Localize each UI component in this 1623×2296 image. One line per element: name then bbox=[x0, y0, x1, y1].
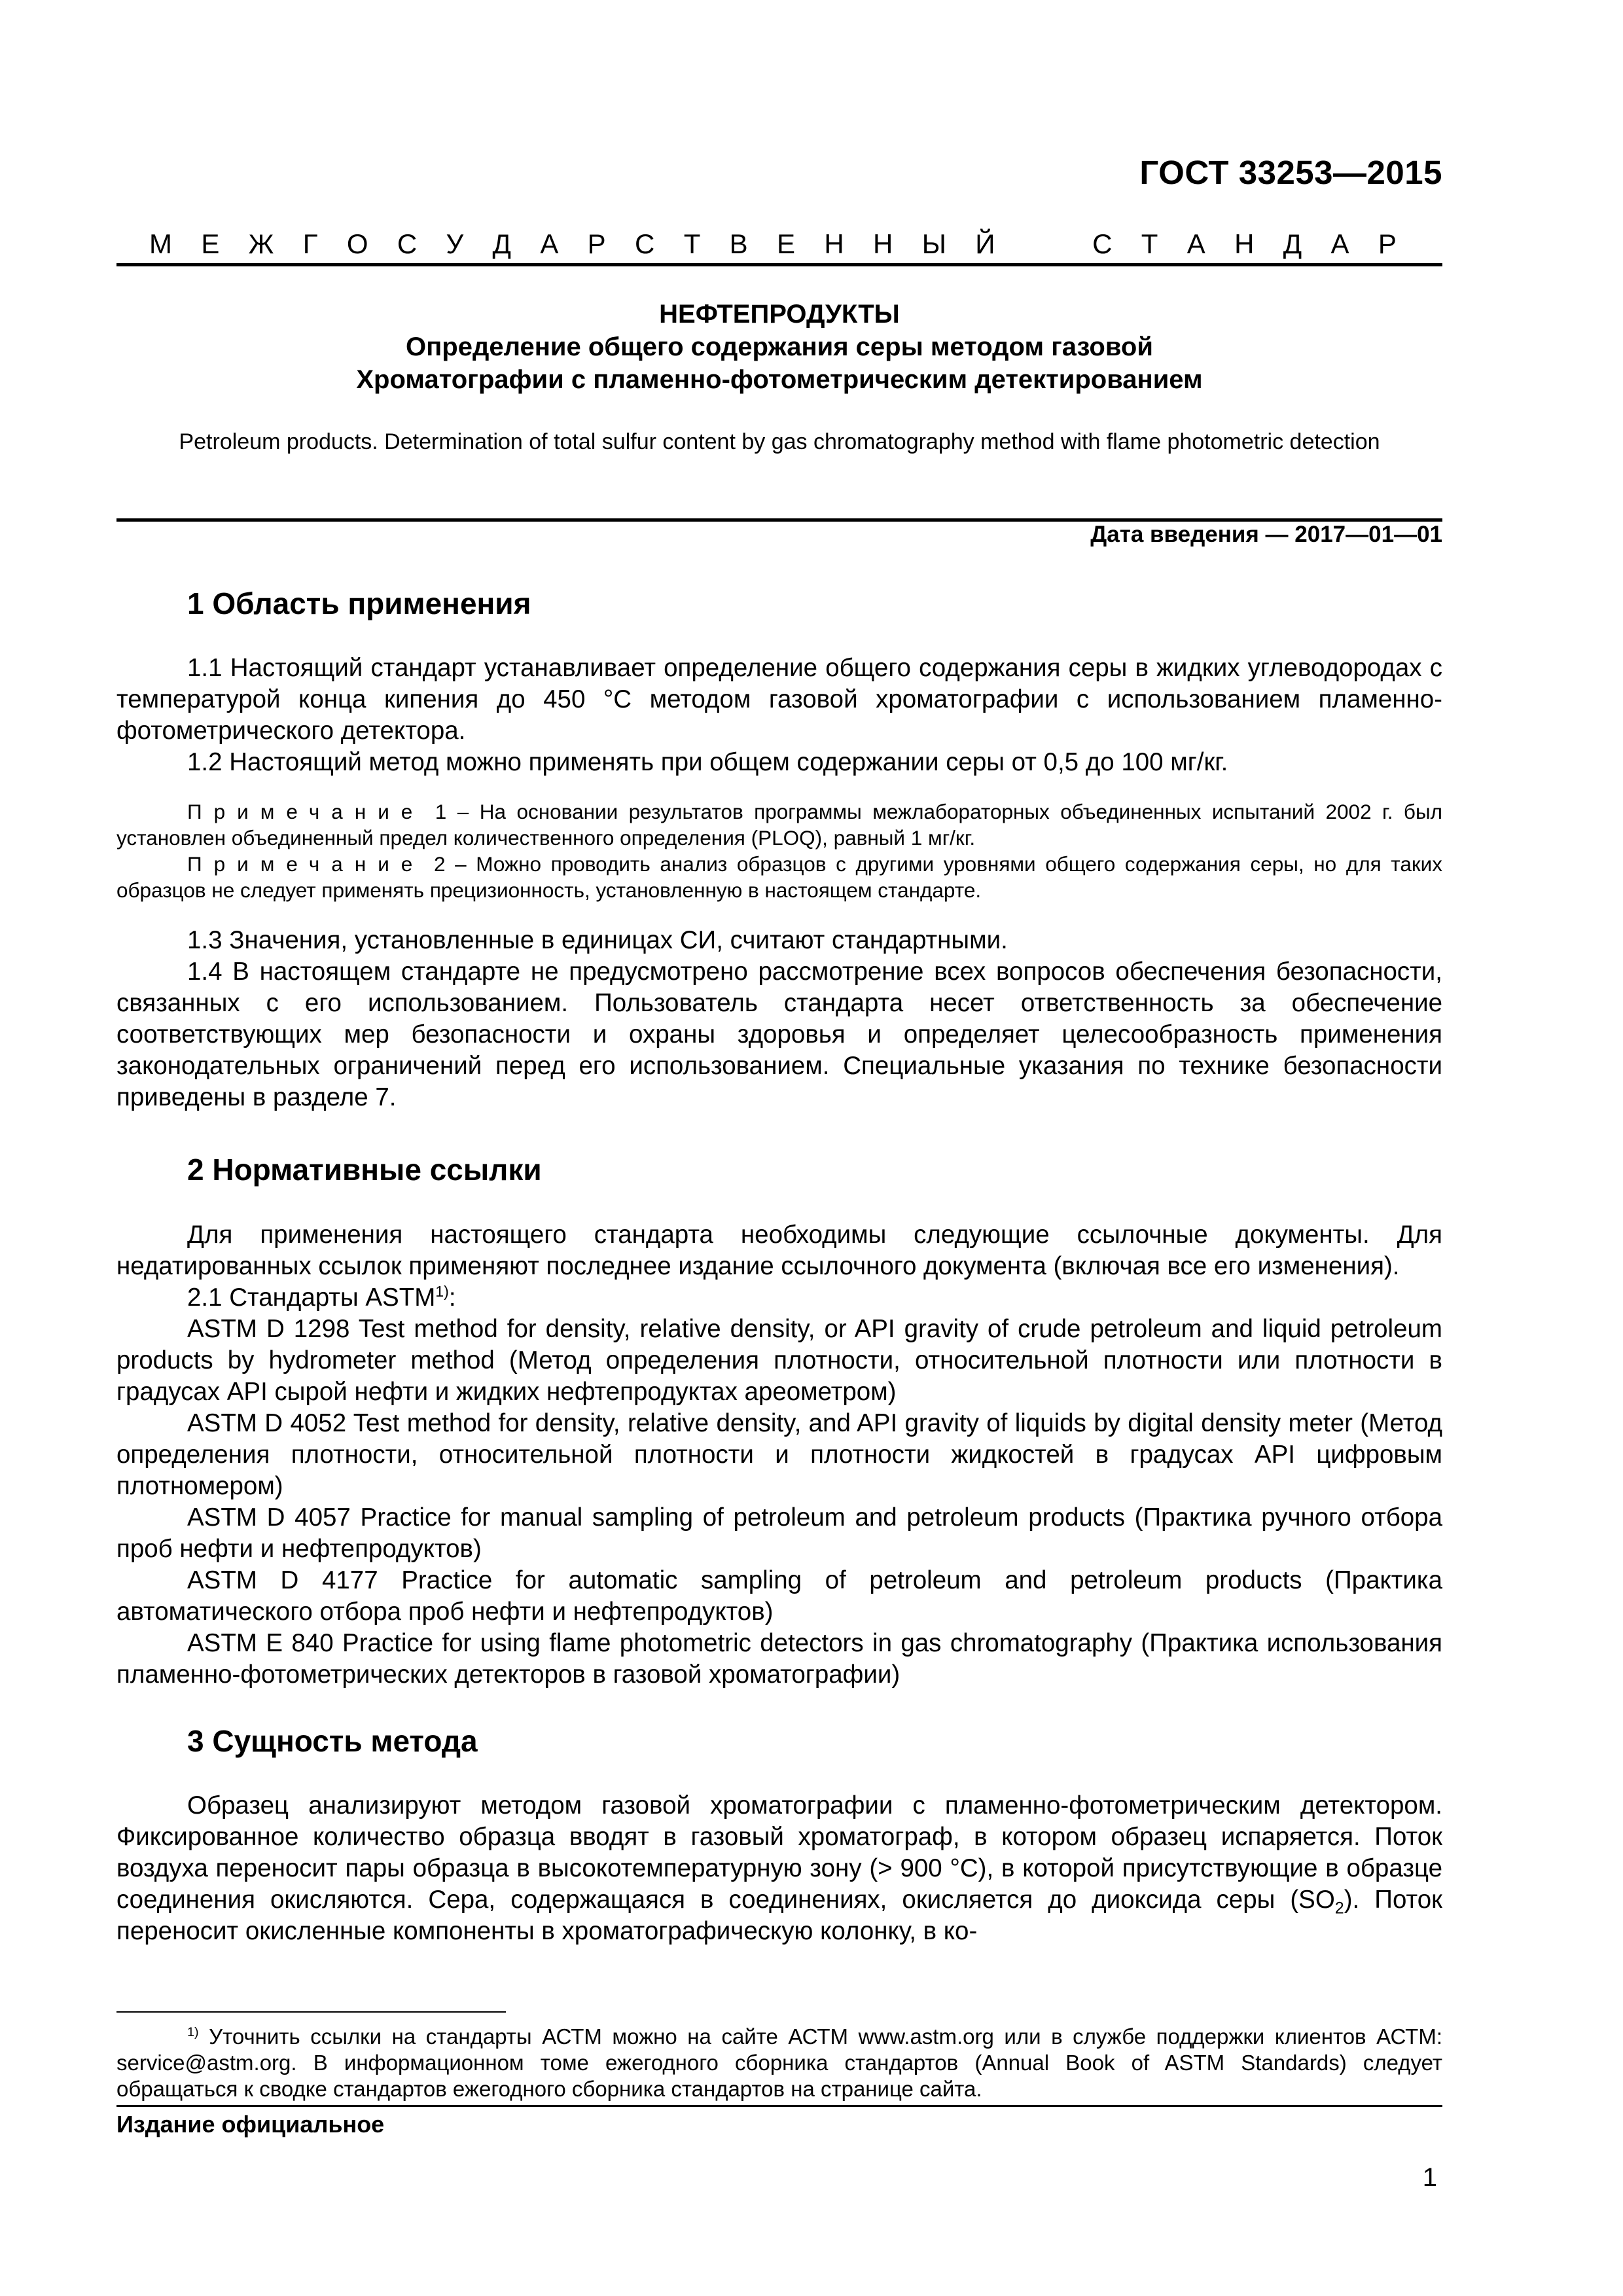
reference-astm-d4057: ASTM D 4057 Practice for manual sampling of petroleum and petroleum products (Практика ручного отбора проб нефти и нефтепродуктов) bbox=[116, 1503, 1442, 1563]
english-title: Petroleum products. Determination of total sulfur content by gas chromatography method with flame photometric detection bbox=[179, 429, 1380, 454]
title-line-2: Определение общего содержания серы методом газовой bbox=[406, 332, 1153, 361]
standard-type-line bbox=[149, 228, 1397, 260]
paragraph-1-1: 1.1 Настоящий стандарт устанавливает определение общего содержания серы в жидких углеводородах с температурой конца кипения до 450 °С методом газовой хроматографии с использованием пламенно-фотометрического детектора. bbox=[116, 654, 1442, 745]
method-text-2: ). Поток переносит окисленные компоненты в хроматографическую колонку, в ко- bbox=[116, 1886, 1442, 1945]
standard-type-letter: Н bbox=[873, 228, 893, 259]
footnote-separator bbox=[116, 2011, 506, 2013]
standard-type-letter: А bbox=[540, 228, 559, 259]
standard-type-letter: М bbox=[149, 228, 172, 259]
standard-type-letter: Д bbox=[1283, 228, 1302, 259]
standard-type-letter: Н bbox=[824, 228, 844, 259]
standard-type-letter: Т bbox=[683, 228, 701, 259]
paragraph-1-2: 1.2 Настоящий метод можно применять при общем содержании серы от 0,5 до 100 мг/кг. bbox=[187, 748, 1228, 776]
reference-astm-e840: ASTM E 840 Practice for using flame photometric detectors in gas chromatography (Практика использования пламенно-фотометрических детекторов в газовой хроматографии) bbox=[116, 1629, 1442, 1689]
note-label: Примечание bbox=[187, 800, 425, 823]
standard-type-letter: Ы bbox=[921, 228, 946, 259]
section-1-paragraphs-a bbox=[116, 653, 1442, 778]
standard-type-letter: Т bbox=[1141, 228, 1158, 259]
title-line-1: НЕФТЕПРОДУКТЫ bbox=[659, 300, 900, 329]
reference-astm-d4052: ASTM D 4052 Test method for density, relative density, and API gravity of liquids by digital density meter (Метод определения плотности, относительной плотности и плотности жидкостей в градусах API цифровым плотномером) bbox=[116, 1409, 1442, 1500]
note-1 bbox=[116, 798, 1442, 851]
reference-astm-d1298: ASTM D 1298 Test method for density, relative density, or API gravity of crude petroleum and liquid petroleum products by hydrometer method (Метод определения плотности, относительной плотности или плотности в градусах API сырой нефти и жидких нефтепродуктах ареометром) bbox=[116, 1315, 1442, 1406]
standard-type-letter: Р bbox=[1378, 228, 1397, 259]
note-label: Примечание bbox=[187, 852, 425, 876]
section-2-paragraphs bbox=[116, 1219, 1442, 1691]
note-1-text: 1 – На основании результатов программы межлабораторных объединенных испытаний 2002 г. был установлен объединенный предел количественного определения (PLOQ), равный 1 мг/кг. bbox=[116, 800, 1442, 850]
standard-type-letter: Г bbox=[302, 228, 318, 259]
reference-astm-d4177: ASTM D 4177 Practice for automatic sampling of petroleum and petroleum products (Практика автоматического отбора проб нефти и нефтепродуктов) bbox=[116, 1566, 1442, 1626]
section-2-intro: Для применения настоящего стандарта необходимы следующие ссылочные документы. Для недатированных ссылок применяют последнее издание ссылочного документа (включая все его изменения). bbox=[116, 1221, 1442, 1280]
method-text-1: Образец анализируют методом газовой хроматографии с пламенно-фотометрическим детектором. Фиксированное количество образца вводят в газовый хроматограф, в котором образец испаряется. Поток воздуха переносит пары образца в высокотемпературную зону (> 900 °С), в которой присутствующие в образце соединения окисляются. Сера, содержащаяся в соединениях, окисляется до диоксида серы (SO bbox=[116, 1791, 1442, 1914]
section-3-heading: 3 Сущность метода bbox=[187, 1724, 478, 1758]
standard-type-letter: Д bbox=[492, 228, 511, 259]
standard-type-letter: В bbox=[729, 228, 748, 259]
document-number: ГОСТ 33253—2015 bbox=[1139, 154, 1442, 191]
standard-type-letter: С bbox=[397, 228, 418, 259]
section-3-paragraph bbox=[116, 1790, 1442, 1947]
section-1-heading: 1 Область применения bbox=[187, 586, 531, 620]
standard-type-letter: Ж bbox=[248, 228, 274, 259]
word-gap bbox=[1024, 228, 1063, 260]
standard-type-letter: А bbox=[1330, 228, 1349, 259]
notes-block bbox=[116, 798, 1442, 903]
standard-type-letter: Р bbox=[587, 228, 606, 259]
method-principle bbox=[116, 1790, 1442, 1947]
standard-type-letter: Й bbox=[975, 228, 995, 259]
standard-type-letter: Н bbox=[1234, 228, 1255, 259]
section-2-heading: 2 Нормативные ссылки bbox=[187, 1153, 542, 1187]
footnote-mark: 1) bbox=[187, 2025, 199, 2039]
standard-type-letter: У bbox=[446, 228, 464, 259]
standard-type-letter: А bbox=[1186, 228, 1205, 259]
footer-divider bbox=[116, 2105, 1442, 2107]
so2-subscript: 2 bbox=[1334, 1899, 1344, 1918]
paragraph-1-4: 1.4 В настоящем стандарте не предусмотрено рассмотрение всех вопросов обеспечения безопасности, связанных с его использованием. Пользователь стандарта несет ответственность за обеспечение соответствующих мер безопасности и охраны здоровья и определяет целесообразность применения законодательных ограничений перед его использованием. Специальные указания по технике безопасности приведены в разделе 7. bbox=[116, 958, 1442, 1111]
section-1-paragraphs-b bbox=[116, 925, 1442, 1113]
astm-label-colon: : bbox=[448, 1283, 456, 1312]
astm-standards-label bbox=[116, 1282, 1442, 1314]
note-2-text: 2 – Можно проводить анализ образцов с другими уровнями общего содержания серы, но для таких образцов не следует применять прецизионность, установленную в настоящем стандарте. bbox=[116, 852, 1442, 902]
footnote-1 bbox=[116, 2024, 1442, 2102]
standard-type-letter: О bbox=[346, 228, 368, 259]
introduction-date: Дата введения — 2017—01—01 bbox=[1090, 522, 1442, 547]
title-line-3: Хроматографии с пламенно-фотометрическим детектированием bbox=[356, 365, 1203, 394]
document-page bbox=[116, 0, 1442, 2296]
astm-label-text: 2.1 Стандарты ASTM bbox=[187, 1283, 436, 1312]
footnote-ref: 1) bbox=[435, 1283, 449, 1300]
footnote-text: Уточнить ссылки на стандарты АСТМ можно на сайте АСТМ www.astm.org или в службе поддержки клиентов АСТМ: service@astm.org. В информационном томе ежегодного сборника стандартов (Annual Book of ASTM Standards) следует обращаться к сводке стандартов ежегодного сборника стандартов на странице сайта. bbox=[116, 2024, 1442, 2101]
standard-type-letter: С bbox=[1092, 228, 1113, 259]
standard-type-letter: С bbox=[635, 228, 655, 259]
document-title bbox=[116, 298, 1442, 396]
note-2 bbox=[116, 851, 1442, 903]
paragraph-1-3: 1.3 Значения, установленные в единицах СИ, считают стандартными. bbox=[187, 926, 1008, 954]
standard-type-letter: Е bbox=[201, 228, 220, 259]
page-number: 1 bbox=[1422, 2163, 1437, 2192]
footnote bbox=[116, 2024, 1442, 2102]
standard-type-letter: Е bbox=[777, 228, 796, 259]
edition-label: Издание официальное bbox=[116, 2111, 385, 2138]
header-divider bbox=[116, 263, 1442, 266]
